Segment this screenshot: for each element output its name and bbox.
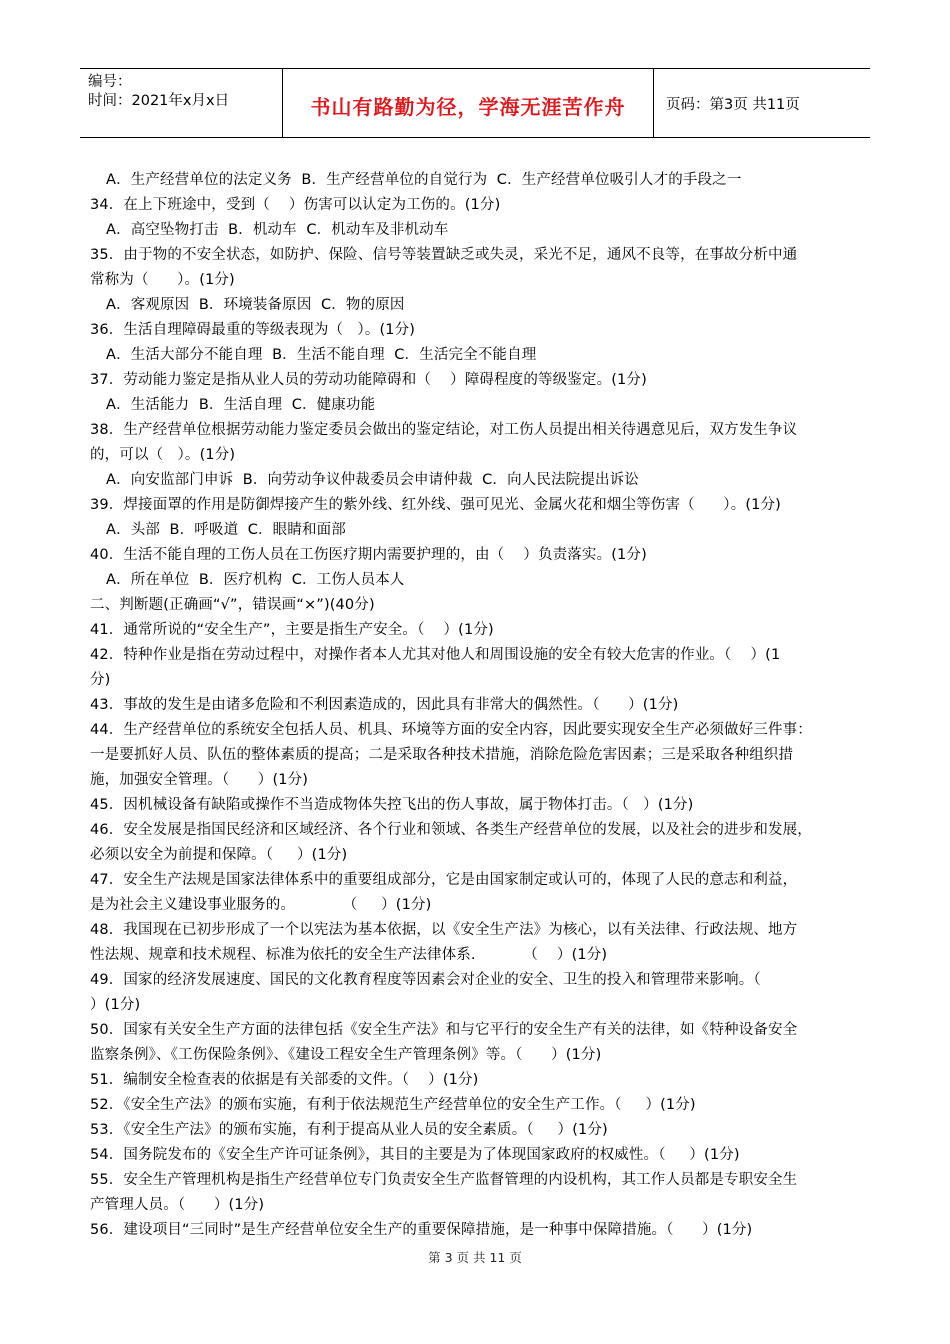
question-43: 43．事故的发生是由诸多危险和不利因素造成的，因此具有非常大的偶然性。（ ）(1分) (90, 697, 679, 713)
question-47: 47．安全生产法规是国家法律体系中的重要组成部分，它是由国家制定或认可的，体现了人民的意志和利益， (90, 872, 798, 888)
header-number-label: 编号： (88, 74, 132, 90)
question-49-cont: ）(1分) (90, 997, 141, 1013)
question-42: 42．特种作业是指在劳动过程中，对操作者本人尤其对他人和周围设施的安全有较大危害的作业。（ ）(1 (90, 647, 781, 663)
answer-options-q38: A．向安监部门申诉 B．向劳动争议仲裁委员会申请仲裁 C．向人民法院提出诉讼 (106, 472, 639, 488)
header-page-label: 页码：第3页 共11页 (666, 97, 800, 113)
answer-options-q39: A．头部 B．呼吸道 C．眼睛和面部 (106, 522, 346, 538)
answer-options-q34: A．高空坠物打击 B．机动车 C．机动车及非机动车 (106, 222, 449, 238)
section-heading-judgement: 二、判断题(正确画“√”，错误画“×”)(40分) (90, 597, 375, 613)
question-47-cont: 是为社会主义建设事业服务的。 （ ）(1分) (90, 897, 432, 913)
question-46-cont: 必须以安全为前提和保障。（ ）(1分) (90, 847, 348, 863)
header-motto: 书山有路勤为径，学海无涯苦作舟 (310, 95, 626, 119)
question-52: 52．《安全生产法》的颁布实施，有利于依法规范生产经营单位的安全生产工作。（ ）(1分) (90, 1097, 696, 1113)
question-53: 53．《安全生产法》的颁布实施，有利于提高从业人员的安全素质。（ ）(1分) (90, 1122, 608, 1138)
question-38: 38．生产经营单位根据劳动能力鉴定委员会做出的鉴定结论，对工伤人员提出相关待遇意见后，双方发生争议 (90, 422, 798, 438)
page-footer: 第 3 页 共 11 页 (428, 1250, 522, 1265)
answer-options-q40: A．所在单位 B．医疗机构 C．工伤人员本人 (106, 572, 405, 588)
question-55-cont: 产管理人员。（ ）(1分) (90, 1197, 265, 1213)
question-40: 40．生活不能自理的工伤人员在工伤医疗期内需要护理的，由（ ）负责落实。(1分) (90, 547, 647, 563)
answer-options-q37: A．生活能力 B．生活自理 C．健康功能 (106, 397, 376, 413)
question-48-cont: 性法规、规章和技术规程、标准为依托的安全生产法律体系. （ ）(1分) (90, 947, 608, 963)
question-42-cont: 分) (90, 672, 111, 688)
question-46: 46．安全发展是指国民经济和区域经济、各个行业和领域、各类生产经营单位的发展，以及社会的进步和发展， (90, 822, 812, 838)
answer-options-q33: A．生产经营单位的法定义务 B．生产经营单位的自觉行为 C．生产经营单位吸引人才的手段之一 (106, 172, 742, 188)
question-35-cont: 常称为（ ）。(1分) (90, 272, 235, 288)
answer-options-q35: A．客观原因 B．环境装备原因 C．物的原因 (106, 297, 405, 313)
question-35: 35．由于物的不安全状态，如防护、保险、信号等装置缺乏或失灵，采光不足，通风不良等，在事故分析中通 (90, 247, 798, 263)
question-34: 34．在上下班途中，受到（ ）伤害可以认定为工伤的。(1分) (90, 197, 501, 213)
question-41: 41．通常所说的“安全生产”，主要是指生产安全。（ ）(1分) (90, 622, 494, 638)
question-55: 55．安全生产管理机构是指生产经营单位专门负责安全生产监督管理的内设机构，其工作人员都是专职安全生 (90, 1172, 798, 1188)
question-51: 51．编制安全检查表的依据是有关部委的文件。（ ）(1分) (90, 1072, 479, 1088)
question-48: 48．我国现在已初步形成了一个以宪法为基本依据，以《安全生产法》为核心，以有关法律、行政法规、地方 (90, 922, 798, 938)
question-44-cont: 一是要抓好人员、队伍的整体素质的提高；二是采取各种技术措施，消除危险危害因素；三是采取各种组织措 (90, 747, 794, 763)
question-49: 49．国家的经济发展速度、国民的文化教育程度等因素会对企业的安全、卫生的投入和管理带来影响。（ (90, 972, 761, 988)
question-54: 54．国务院发布的《安全生产许可证条例》，其目的主要是为了体现国家政府的权威性。（ ）(1分) (90, 1147, 740, 1163)
question-44: 44．生产经营单位的系统安全包括人员、机具、环境等方面的安全内容，因此要实现安全生产必须做好三件事： (90, 722, 812, 738)
question-39: 39．焊接面罩的作用是防御焊接产生的紫外线、红外线、强可见光、金属火花和烟尘等伤害（ ）。(1分) (90, 497, 781, 513)
question-44-cont: 施，加强安全管理。（ ）(1分) (90, 772, 309, 788)
question-50: 50．国家有关安全生产方面的法律包括《安全生产法》和与它平行的安全生产有关的法律，如《特种设备安全 (90, 1022, 798, 1038)
question-45: 45．因机械设备有缺陷或操作不当造成物体失控飞出的伤人事故，属于物体打击。（ ）(1分) (90, 797, 694, 813)
question-37: 37．劳动能力鉴定是指从业人员的劳动功能障碍和（ ）障碍程度的等级鉴定。(1分) (90, 372, 647, 388)
question-50-cont: 监察条例》、《工伤保险条例》、《建设工程安全生产管理条例》等。（ ）(1分) (90, 1047, 602, 1063)
header-time-label: 时间：2021年x月x日 (88, 93, 230, 109)
answer-options-q36: A．生活大部分不能自理 B．生活不能自理 C．生活完全不能自理 (106, 347, 537, 363)
question-38-cont: 的，可以（ ）。(1分) (90, 447, 236, 463)
question-56: 56．建设项目“三同时”是生产经营单位安全生产的重要保障措施，是一种事中保障措施。（ ）(1分) (90, 1222, 753, 1238)
question-36: 36．生活自理障碍最重的等级表现为（ ）。(1分) (90, 322, 416, 338)
